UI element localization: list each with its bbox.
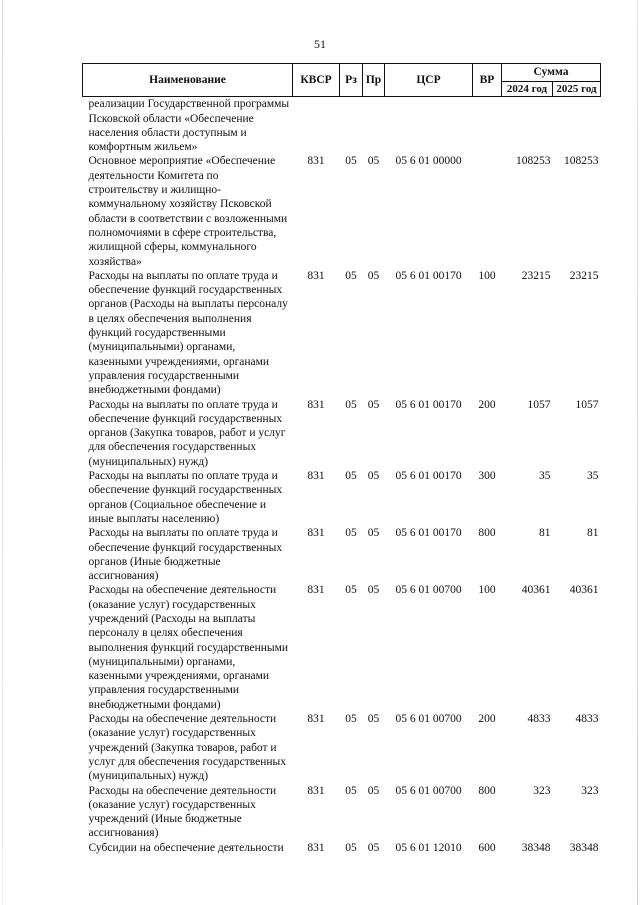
cell-sum-2024: 35 [539, 470, 551, 483]
cell-pr: 05 [367, 584, 380, 597]
cell-kvsr: 831 [307, 584, 325, 597]
cell-sum-2024: 1057 [527, 398, 551, 411]
cell-sum-2025: 81 [587, 527, 599, 540]
cell-rz: 05 [345, 784, 357, 797]
cell-kvsr: 831 [307, 841, 325, 854]
cell-pr: 05 [367, 155, 380, 168]
cell-vr: 300 [478, 470, 496, 483]
cell-csr: 05 6 01 00700 [395, 784, 462, 797]
cell-sum-2024: 23215 [521, 269, 551, 282]
cell-rz: 05 [345, 155, 357, 168]
cell-kvsr: 831 [307, 470, 325, 483]
page-number: 51 [314, 37, 326, 51]
cell-csr [385, 97, 473, 155]
cell-pr: 05 [367, 784, 380, 797]
cell-pr: 05 [367, 841, 380, 854]
cell-rz: 05 [345, 470, 357, 483]
table-row [83, 841, 601, 855]
cell-vr: 200 [478, 398, 496, 411]
cell-vr: 100 [478, 269, 496, 282]
cell-csr: 05 6 01 00700 [395, 584, 462, 597]
cell-csr: 05 6 01 00170 [395, 269, 462, 282]
cell-kvsr: 831 [307, 155, 325, 168]
cell-rz: 05 [345, 527, 357, 540]
cell-csr: 05 6 01 00170 [395, 527, 462, 540]
cell-csr: 05 6 01 00700 [395, 713, 462, 726]
cell-name: Расходы на выплаты по оплате труда и обеспечение функций государственных органов (Расходы на выплаты персоналу в целях обеспечения выполнения функций государственными (муниципальными) органами, казенными учреждениями, органами управления государственными внебюджетными фондами) [88, 269, 288, 397]
cell-pr: 05 [367, 713, 380, 726]
cell-name: Субсидии на обеспечение деятельности [88, 841, 284, 854]
cell-kvsr: 831 [307, 269, 325, 282]
cell-name: Расходы на обеспечение деятельности (оказание услуг) государственных учреждений (Закупка товаров, работ и услуг для обеспечения государственных (муниципальных) нужд) [88, 713, 286, 783]
header-sum: Сумма [502, 64, 601, 82]
table-row [83, 526, 601, 583]
cell-name: Расходы на выплаты по оплате труда и обеспечение функций государственных органов (Закупка товаров, работ и услуг для обеспечения государственных (муниципальных) нужд) [88, 398, 286, 468]
cell-rz: 05 [345, 713, 357, 726]
cell-rz: 05 [345, 841, 357, 854]
cell-name: Расходы на выплаты по оплате труда и обеспечение функций государственных органов (Иные бюджетные ассигнования) [88, 527, 283, 583]
cell-sum-2025: 38348 [569, 841, 599, 854]
cell-sum-2024: 4833 [527, 713, 551, 726]
table-row [83, 784, 601, 841]
table-row [83, 154, 601, 268]
cell-csr: 05 6 01 00000 [395, 155, 462, 168]
table-row [83, 583, 601, 712]
cell-rz: 05 [345, 398, 357, 411]
cell-sum-2024: 81 [539, 527, 551, 540]
cell-csr: 05 6 01 00170 [395, 398, 462, 411]
cell-sum-2025: 35 [587, 470, 599, 483]
cell-sum-2025 [553, 97, 601, 155]
table-row [83, 712, 601, 783]
cell-kvsr: 831 [307, 784, 325, 797]
cell-name: Расходы на обеспечение деятельности (оказание услуг) государственных учреждений (Иные бюджетные ассигнования) [88, 784, 277, 840]
cell-vr [473, 97, 502, 155]
cell-name: Расходы на выплаты по оплате труда и обеспечение функций государственных органов (Социальное обеспечение и иные выплаты населению) [88, 470, 283, 525]
cell-vr: 100 [478, 584, 496, 597]
cell-csr: 05 6 01 00170 [395, 470, 462, 483]
table-body [83, 97, 601, 855]
cell-vr [473, 154, 502, 268]
cell-vr: 800 [478, 784, 496, 797]
table-row [83, 97, 601, 155]
budget-table [82, 63, 601, 855]
table-row [83, 469, 601, 526]
left-scan-edge [2, 0, 3, 905]
table-row [83, 269, 601, 398]
cell-pr: 05 [367, 470, 380, 483]
header-year-2024: 2024 год [502, 82, 553, 97]
cell-rz: 05 [345, 584, 357, 597]
cell-kvsr [293, 97, 340, 155]
cell-sum-2025: 4833 [575, 713, 599, 726]
cell-sum-2025: 108253 [564, 155, 599, 168]
header-kvsr: КВСР [293, 64, 340, 97]
cell-sum-2024 [502, 97, 553, 155]
cell-pr: 05 [367, 398, 380, 411]
cell-rz [340, 97, 363, 155]
cell-pr: 05 [367, 269, 380, 282]
header-year-2025: 2025 год [553, 82, 601, 97]
cell-vr: 800 [478, 527, 496, 540]
cell-sum-2025: 40361 [569, 584, 599, 597]
cell-vr: 600 [478, 841, 496, 854]
cell-name: реализации Государственной программы Псковской области «Обеспечение населения области доступным и комфортным жильем» [88, 98, 290, 154]
header-csr: ЦСР [385, 64, 473, 97]
header-rz: Рз [340, 64, 363, 97]
cell-kvsr: 831 [307, 713, 325, 726]
cell-sum-2025: 1057 [575, 398, 599, 411]
table-row [83, 398, 601, 469]
cell-sum-2025: 23215 [569, 269, 599, 282]
table-header [83, 64, 601, 97]
cell-name: Расходы на обеспечение деятельности (оказание услуг) государственных учреждений (Расходы на выплаты персоналу в целях обеспечения выполнения функций государственными (муниципальными) органами, казенными учреждениями, органами управления государственными внебюджетными фондами) [88, 584, 289, 711]
header-name: Наименование [83, 64, 293, 97]
cell-kvsr: 831 [307, 527, 325, 540]
cell-sum-2024: 108253 [516, 155, 551, 168]
cell-sum-2024: 323 [533, 784, 551, 797]
cell-pr [363, 97, 385, 155]
header-pr: Пр [363, 64, 385, 97]
header-vr: ВР [473, 64, 502, 97]
cell-pr: 05 [367, 527, 380, 540]
cell-sum-2025: 323 [581, 784, 599, 797]
cell-name: Основное мероприятие «Обеспечение деятельности Комитета по строительству и жилищно-коммунальному хозяйству Псковской области в соответствии с возложенными полномочиями в сфере строительства, жилищной сферы, коммунального хозяйства» [88, 155, 288, 268]
cell-rz: 05 [345, 269, 357, 282]
cell-sum-2024: 40361 [521, 584, 551, 597]
cell-kvsr: 831 [307, 398, 325, 411]
cell-vr: 200 [478, 713, 496, 726]
cell-sum-2024: 38348 [521, 841, 551, 854]
cell-csr: 05 6 01 12010 [395, 841, 462, 854]
right-scan-edge [637, 0, 638, 905]
